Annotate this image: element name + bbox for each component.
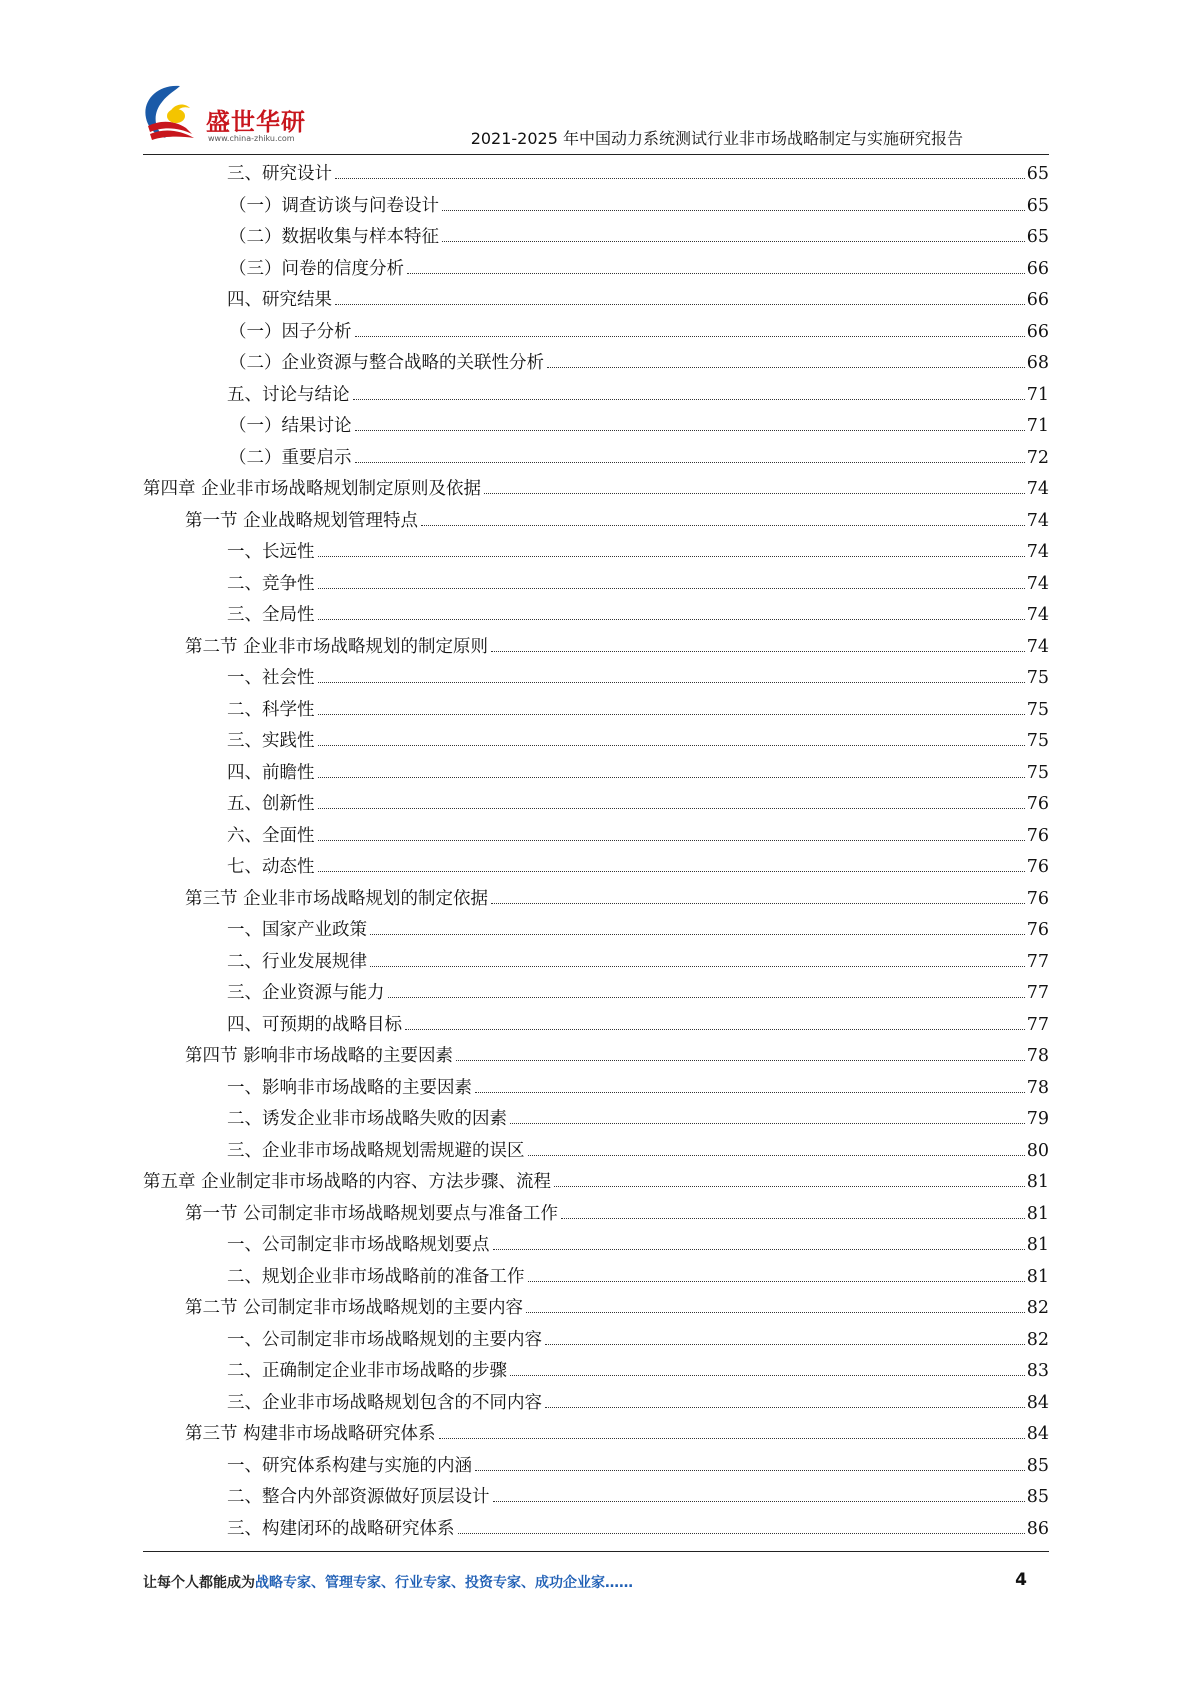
toc-entry-page: 77 <box>1026 951 1049 972</box>
toc-entry-page: 76 <box>1026 857 1049 877</box>
toc-entry-page: 76 <box>1026 825 1049 846</box>
toc-entry-title: 第二节 公司制定非市场战略规划的主要内容 <box>185 1298 524 1318</box>
toc-entry-title: 第四节 影响非市场战略的主要因素 <box>185 1046 454 1066</box>
toc-entry-title: 第一节 企业战略规划管理特点 <box>185 510 419 531</box>
toc-dot-leader <box>318 777 1025 778</box>
toc-entry-title: 二、整合内外部资源做好顶层设计 <box>227 1487 490 1507</box>
toc-dot-leader <box>526 1312 1025 1313</box>
toc-entry[interactable] <box>143 443 1049 475</box>
toc-entry[interactable] <box>143 726 1049 758</box>
toc-entry[interactable] <box>143 663 1049 695</box>
toc-dot-leader <box>484 493 1025 494</box>
toc-entry[interactable] <box>143 380 1049 412</box>
toc-entry[interactable] <box>143 1136 1049 1168</box>
toc-dot-leader <box>528 1155 1025 1156</box>
toc-entry-title: 第三节 企业非市场战略规划的制定依据 <box>185 888 489 909</box>
brand-logo-icon <box>140 82 206 142</box>
toc-entry-title: 二、科学性 <box>227 699 315 720</box>
toc-entry-page: 79 <box>1026 1109 1049 1129</box>
toc-entry[interactable] <box>143 789 1049 821</box>
toc-entry-title: 第一节 公司制定非市场战略规划要点与准备工作 <box>185 1203 559 1224</box>
toc-entry-page: 75 <box>1026 731 1049 751</box>
toc-entry-title: （二）数据收集与样本特征 <box>229 227 439 247</box>
toc-entry-page: 65 <box>1026 164 1049 184</box>
toc-entry-page: 75 <box>1026 762 1049 783</box>
toc-entry-title: 第二节 企业非市场战略规划的制定原则 <box>185 636 489 657</box>
table-of-contents <box>143 159 1049 1545</box>
toc-dot-leader <box>318 808 1025 809</box>
toc-entry-title: 五、讨论与结论 <box>227 384 350 405</box>
toc-entry[interactable] <box>143 506 1049 538</box>
toc-entry-title: （二）重要启示 <box>229 447 352 468</box>
toc-dot-leader <box>318 619 1025 620</box>
toc-entry[interactable] <box>143 978 1049 1010</box>
toc-entry[interactable] <box>143 569 1049 601</box>
toc-entry-page: 81 <box>1026 1266 1049 1287</box>
toc-entry-title: 第四章 企业非市场战略规划制定原则及依据 <box>143 479 482 499</box>
toc-entry-page: 66 <box>1026 321 1049 342</box>
toc-entry[interactable] <box>143 947 1049 979</box>
toc-entry-page: 74 <box>1026 636 1049 657</box>
slogan-prefix: 让每个人都能成为 <box>143 1575 255 1591</box>
toc-entry-title: 一、长远性 <box>227 542 315 562</box>
toc-entry-title: 四、可预期的战略目标 <box>227 1014 402 1035</box>
toc-entry-title: 二、竞争性 <box>227 573 315 594</box>
toc-entry-title: 三、构建闭环的战略研究体系 <box>227 1518 455 1539</box>
toc-entry-title: 三、企业非市场战略规划需规避的误区 <box>227 1140 525 1161</box>
toc-entry-title: （一）结果讨论 <box>229 416 352 436</box>
toc-entry-title: 三、企业非市场战略规划包含的不同内容 <box>227 1392 542 1413</box>
toc-entry-title: 六、全面性 <box>227 825 315 846</box>
toc-dot-leader <box>442 241 1025 242</box>
toc-entry-page: 81 <box>1026 1203 1049 1224</box>
toc-entry-title: 五、创新性 <box>227 794 315 814</box>
toc-dot-leader <box>561 1218 1025 1219</box>
toc-dot-leader <box>545 1407 1025 1408</box>
toc-dot-leader <box>493 1249 1025 1250</box>
toc-entry[interactable] <box>143 537 1049 569</box>
toc-entry-page: 75 <box>1026 699 1049 720</box>
toc-entry-title: 第五章 企业制定非市场战略的内容、方法步骤、流程 <box>143 1172 552 1192</box>
toc-entry-page: 74 <box>1026 542 1049 562</box>
toc-entry-title: 二、正确制定企业非市场战略的步骤 <box>227 1361 507 1381</box>
toc-dot-leader <box>421 525 1025 526</box>
toc-dot-leader <box>318 871 1025 872</box>
toc-entry-title: 四、前瞻性 <box>227 762 315 783</box>
toc-dot-leader <box>318 714 1025 715</box>
toc-dot-leader <box>545 1344 1025 1345</box>
toc-entry-title: 一、影响非市场战略的主要因素 <box>227 1077 472 1098</box>
toc-entry[interactable] <box>143 695 1049 727</box>
toc-entry-page: 86 <box>1026 1518 1049 1539</box>
toc-entry-page: 78 <box>1026 1077 1049 1098</box>
toc-entry[interactable] <box>143 1451 1049 1483</box>
toc-entry-title: 三、实践性 <box>227 731 315 751</box>
toc-entry[interactable] <box>143 159 1049 191</box>
toc-entry-page: 82 <box>1026 1329 1049 1350</box>
toc-entry-page: 85 <box>1026 1455 1049 1476</box>
toc-dot-leader <box>355 430 1025 431</box>
toc-entry[interactable] <box>143 884 1049 916</box>
toc-entry-page: 82 <box>1026 1298 1049 1318</box>
toc-entry[interactable] <box>143 254 1049 286</box>
toc-entry[interactable] <box>143 1388 1049 1420</box>
toc-entry-page: 68 <box>1026 353 1049 373</box>
toc-entry[interactable] <box>143 1199 1049 1231</box>
toc-entry-page: 76 <box>1026 794 1049 814</box>
toc-dot-leader <box>547 367 1025 368</box>
toc-entry-page: 85 <box>1026 1487 1049 1507</box>
toc-dot-leader <box>439 1438 1025 1439</box>
toc-entry[interactable] <box>143 411 1049 443</box>
toc-entry-title: 一、社会性 <box>227 668 315 688</box>
toc-dot-leader <box>554 1186 1025 1187</box>
toc-entry[interactable] <box>143 222 1049 254</box>
toc-entry-page: 71 <box>1026 416 1049 436</box>
toc-entry-page: 74 <box>1026 510 1049 531</box>
toc-entry[interactable] <box>143 348 1049 380</box>
slogan-highlight: 战略专家、管理专家、行业专家、投资专家、成功企业家…… <box>255 1575 633 1591</box>
toc-entry[interactable] <box>143 915 1049 947</box>
footer-divider <box>143 1551 1049 1552</box>
toc-entry[interactable] <box>143 1293 1049 1325</box>
toc-entry-title: 一、研究体系构建与实施的内涵 <box>227 1455 472 1476</box>
toc-entry[interactable] <box>143 1262 1049 1294</box>
toc-entry-page: 78 <box>1026 1046 1049 1066</box>
toc-entry[interactable] <box>143 600 1049 632</box>
toc-entry-title: 一、国家产业政策 <box>227 920 367 940</box>
toc-dot-leader <box>491 651 1025 652</box>
toc-dot-leader <box>318 556 1025 557</box>
brand-name: 盛世华研 <box>206 108 306 136</box>
toc-entry-page: 74 <box>1026 573 1049 594</box>
toc-entry-title: （二）企业资源与整合战略的关联性分析 <box>229 353 544 373</box>
toc-entry-page: 81 <box>1026 1235 1049 1255</box>
toc-dot-leader <box>318 682 1025 683</box>
toc-entry-page: 65 <box>1026 227 1049 247</box>
toc-entry[interactable] <box>143 1514 1049 1546</box>
toc-entry-title: 七、动态性 <box>227 857 315 877</box>
toc-entry[interactable] <box>143 317 1049 349</box>
report-title: 2021-2025 年中国动力系统测试行业非市场战略制定与实施研究报告 <box>470 129 963 148</box>
toc-entry-page: 81 <box>1026 1172 1049 1192</box>
toc-dot-leader <box>510 1375 1025 1376</box>
toc-entry-page: 84 <box>1026 1392 1049 1413</box>
toc-dot-leader <box>335 304 1025 305</box>
toc-entry[interactable] <box>143 191 1049 223</box>
toc-entry-page: 65 <box>1026 195 1049 216</box>
toc-entry[interactable] <box>143 758 1049 790</box>
toc-dot-leader <box>405 1029 1025 1030</box>
toc-dot-leader <box>493 1501 1025 1502</box>
toc-entry-title: 二、规划企业非市场战略前的准备工作 <box>227 1266 525 1287</box>
toc-dot-leader <box>318 588 1025 589</box>
toc-entry-title: （一）因子分析 <box>229 321 352 342</box>
toc-entry[interactable] <box>143 1104 1049 1136</box>
toc-dot-leader <box>318 840 1025 841</box>
toc-entry-title: 四、研究结果 <box>227 290 332 310</box>
brand-logo <box>140 82 320 152</box>
toc-entry-title: 二、诱发企业非市场战略失败的因素 <box>227 1109 507 1129</box>
toc-entry-page: 76 <box>1026 920 1049 940</box>
toc-dot-leader <box>388 997 1025 998</box>
toc-dot-leader <box>355 336 1025 337</box>
toc-dot-leader <box>510 1123 1025 1124</box>
toc-entry-page: 75 <box>1026 668 1049 688</box>
footer-slogan <box>143 1572 633 1592</box>
toc-entry[interactable] <box>143 285 1049 317</box>
toc-entry-page: 77 <box>1026 1014 1049 1035</box>
toc-dot-leader <box>458 1533 1025 1534</box>
toc-entry-title: 三、企业资源与能力 <box>227 983 385 1003</box>
toc-entry-title: （三）问卷的信度分析 <box>229 258 404 279</box>
toc-entry-title: 三、全局性 <box>227 605 315 625</box>
page-number: 4 <box>1015 1570 1027 1590</box>
toc-entry-page: 83 <box>1026 1361 1049 1381</box>
toc-dot-leader <box>370 966 1025 967</box>
toc-entry[interactable] <box>143 1230 1049 1262</box>
toc-entry-title: （一）调查访谈与问卷设计 <box>229 195 439 216</box>
toc-dot-leader <box>491 903 1025 904</box>
toc-entry[interactable] <box>143 1010 1049 1042</box>
toc-entry[interactable] <box>143 1325 1049 1357</box>
toc-dot-leader <box>528 1281 1025 1282</box>
toc-entry[interactable] <box>143 1041 1049 1073</box>
toc-entry[interactable] <box>143 852 1049 884</box>
toc-entry-title: 三、研究设计 <box>227 164 332 184</box>
toc-entry-page: 74 <box>1026 479 1049 499</box>
toc-entry-page: 71 <box>1026 384 1049 405</box>
toc-entry-page: 66 <box>1026 290 1049 310</box>
toc-entry[interactable] <box>143 1482 1049 1514</box>
toc-entry[interactable] <box>143 1356 1049 1388</box>
toc-entry[interactable] <box>143 1167 1049 1199</box>
toc-dot-leader <box>475 1470 1025 1471</box>
toc-entry-title: 一、公司制定非市场战略规划要点 <box>227 1235 490 1255</box>
toc-entry[interactable] <box>143 1419 1049 1451</box>
toc-entry-page: 84 <box>1026 1424 1049 1444</box>
toc-entry[interactable] <box>143 1073 1049 1105</box>
toc-entry-title: 第三节 构建非市场战略研究体系 <box>185 1424 436 1444</box>
toc-dot-leader <box>407 273 1025 274</box>
header-divider <box>143 154 1049 155</box>
toc-dot-leader <box>318 745 1025 746</box>
toc-entry-page: 74 <box>1026 605 1049 625</box>
brand-url: www.china-zhiku.com <box>208 134 295 143</box>
toc-entry-page: 72 <box>1026 447 1049 468</box>
toc-dot-leader <box>355 462 1025 463</box>
toc-dot-leader <box>456 1060 1025 1061</box>
toc-entry[interactable] <box>143 632 1049 664</box>
toc-entry-title: 一、公司制定非市场战略规划的主要内容 <box>227 1329 542 1350</box>
toc-entry-page: 66 <box>1026 258 1049 279</box>
page-header <box>0 0 1191 160</box>
toc-entry-page: 76 <box>1026 888 1049 909</box>
toc-entry-title: 二、行业发展规律 <box>227 951 367 972</box>
toc-entry[interactable] <box>143 821 1049 853</box>
toc-dot-leader <box>442 210 1025 211</box>
toc-dot-leader <box>353 399 1025 400</box>
toc-entry-page: 77 <box>1026 983 1049 1003</box>
toc-dot-leader <box>335 178 1025 179</box>
toc-entry[interactable] <box>143 474 1049 506</box>
toc-entry-page: 80 <box>1026 1140 1049 1161</box>
toc-dot-leader <box>475 1092 1025 1093</box>
toc-dot-leader <box>370 934 1025 935</box>
